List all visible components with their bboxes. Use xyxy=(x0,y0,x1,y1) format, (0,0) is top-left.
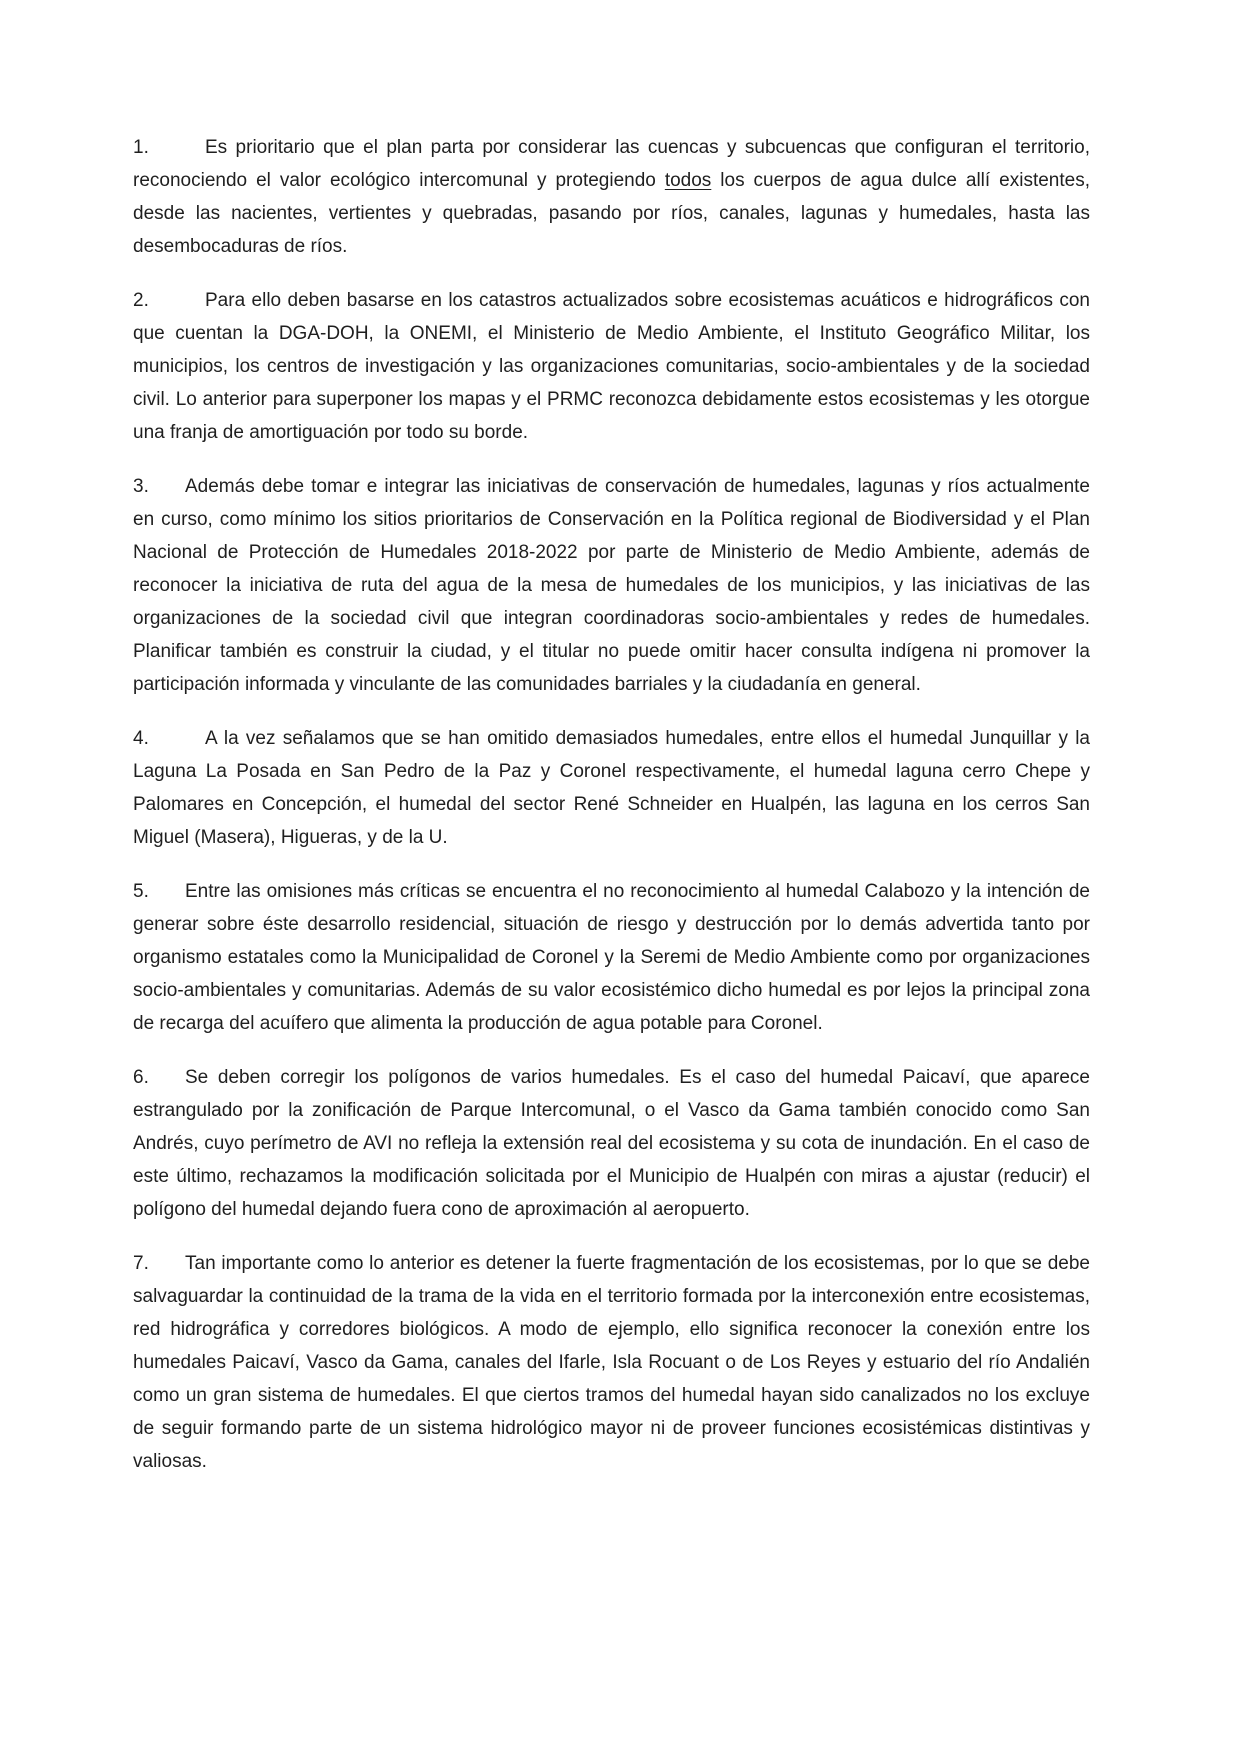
paragraph-number: 4. xyxy=(133,728,149,749)
paragraph-text: Se deben corregir los polígonos de varios humedales. Es el caso del humedal Paicaví, que aparece estrangulado por la zonificación de Parque Intercomunal, o el Vasco da Gama también conocido como San Andrés, cuyo perímetro de AVI no refleja la extensión real del ecosistema y su cota de inundación. En el caso de este último, rechazamos la modificación solicitada por el Municipio de Hualpén con miras a ajustar (reducir) el polígono del humedal dejando fuera cono de aproximación al aeropuerto. xyxy=(133,1067,1090,1220)
paragraph-5 xyxy=(133,875,1090,1040)
paragraph-6 xyxy=(133,1061,1090,1226)
paragraph-2 xyxy=(133,284,1090,449)
paragraph-number: 6. xyxy=(133,1067,149,1088)
paragraph-text: Entre las omisiones más críticas se encuentra el no reconocimiento al humedal Calabozo y la intención de generar sobre éste desarrollo residencial, situación de riesgo y destrucción por lo demás advertida tanto por organismo estatales como la Municipalidad de Coronel y la Seremi de Medio Ambiente como por organizaciones socio-ambientales y comunitarias. Además de su valor ecosistémico dicho humedal es por lejos la principal zona de recarga del acuífero que alimenta la producción de agua potable para Coronel. xyxy=(133,881,1090,1034)
paragraph-text: A la vez señalamos que se han omitido demasiados humedales, entre ellos el humedal Junquillar y la Laguna La Posada en San Pedro de la Paz y Coronel respectivamente, el humedal laguna cerro Chepe y Palomares en Concepción, el humedal del sector René Schneider en Hualpén, las laguna en los cerros San Miguel (Masera), Higueras, y de la U. xyxy=(133,728,1090,848)
text-run: Es prioritario que el plan parta por considerar las cuencas y subcuencas que configuran el territorio, reconociendo el valor ecológico intercomunal y protegiendo xyxy=(133,137,1090,191)
paragraph-4 xyxy=(133,722,1090,854)
paragraph-number: 5. xyxy=(133,881,149,902)
paragraph-1 xyxy=(133,131,1090,263)
paragraph-text: Para ello deben basarse en los catastros actualizados sobre ecosistemas acuáticos e hidrográficos con que cuentan la DGA-DOH, la ONEMI, el Ministerio de Medio Ambiente, el Instituto Geográfico Militar, los municipios, los centros de investigación y las organizaciones comunitarias, socio-ambientales y de la sociedad civil. Lo anterior para superponer los mapas y el PRMC reconozca debidamente estos ecosistemas y les otorgue una franja de amortiguación por todo su borde. xyxy=(133,290,1090,443)
paragraph-number: 1. xyxy=(133,137,149,158)
text-run: los cuerpos de agua dulce allí existentes, desde las nacientes, vertientes y quebradas, pasando por ríos, canales, lagunas y humedales, hasta las desembocaduras de ríos. xyxy=(133,170,1090,257)
underlined-text: todos xyxy=(664,170,712,191)
paragraph-text: Además debe tomar e integrar las iniciativas de conservación de humedales, lagunas y ríos actualmente en curso, como mínimo los sitios prioritarios de Conservación en la Política regional de Biodiversidad y el Plan Nacional de Protección de Humedales 2018-2022 por parte de Ministerio de Medio Ambiente, además de reconocer la iniciativa de ruta del agua de la mesa de humedales de los municipios, y las iniciativas de las organizaciones de la sociedad civil que integran coordinadoras socio-ambientales y redes de humedales. Planificar también es construir la ciudad, y el titular no puede omitir hacer consulta indígena ni promover la participación informada y vinculante de las comunidades barriales y la ciudadanía en general. xyxy=(133,476,1090,695)
paragraph-text xyxy=(133,137,1090,257)
paragraph-text: Tan importante como lo anterior es detener la fuerte fragmentación de los ecosistemas, por lo que se debe salvaguardar la continuidad de la trama de la vida en el territorio formada por la interconexión entre ecosistemas, red hidrográfica y corredores biológicos. A modo de ejemplo, ello significa reconocer la conexión entre los humedales Paicaví, Vasco da Gama, canales del Ifarle, Isla Rocuant o de Los Reyes y estuario del río Andalién como un gran sistema de humedales. El que ciertos tramos del humedal hayan sido canalizados no los excluye de seguir formando parte de un sistema hidrológico mayor ni de proveer funciones ecosistémicas distintivas y valiosas. xyxy=(133,1253,1090,1472)
paragraph-number: 2. xyxy=(133,290,149,311)
paragraph-3 xyxy=(133,470,1090,701)
paragraph-number: 7. xyxy=(133,1253,149,1274)
paragraph-7 xyxy=(133,1247,1090,1478)
paragraph-number: 3. xyxy=(133,476,149,497)
